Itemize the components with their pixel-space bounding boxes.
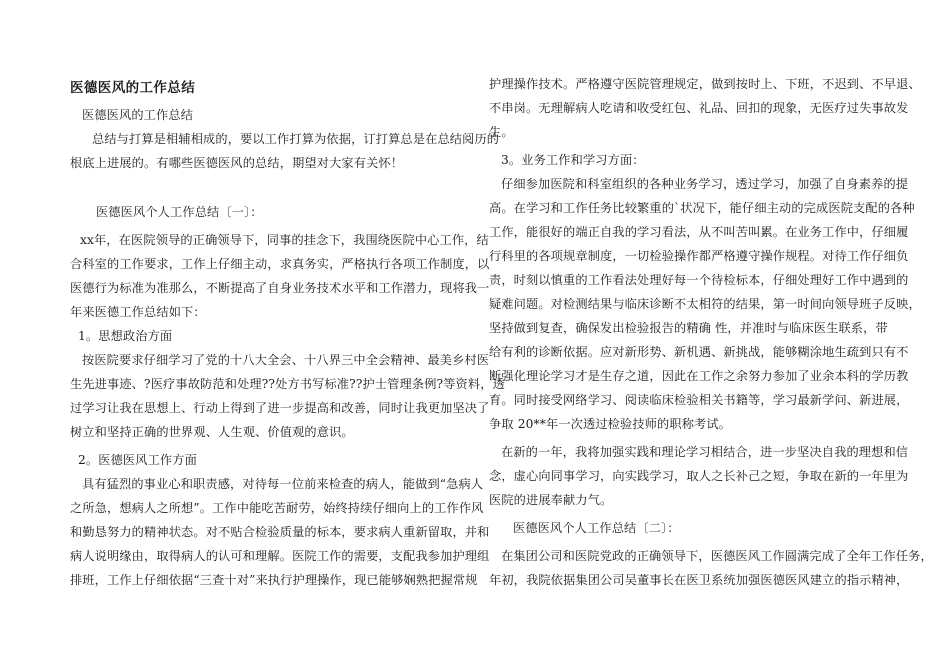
paragraph-line: 排班，工作上仔细依据“三查十对”来执行护理操作，现已能够娴熟把握常规 — [70, 573, 478, 587]
paragraph-line: 之所急，想病人之所想”。工作中能吃苦耐劳，始终持续仔细向上的工作作风 — [70, 501, 484, 515]
paragraph-line: 争取 20**年一次透过检验技师的职称考试。 — [489, 417, 732, 431]
paragraph-line: xx年，在医院领导的正确领导下，同事的挂念下，我围绕医院中心工作，结 — [80, 233, 489, 247]
paragraph-line: 责，时刻以慎重的工作看法处理好每一个待检标本，仔细处理好工作中遇到的 — [489, 273, 909, 287]
paragraph-line: 坚持做到复查，确保发出检验报告的精确 性，并准时与临床医生联系，带 — [489, 321, 888, 335]
document-title: 医德医风的工作总结 — [70, 80, 196, 96]
paragraph-line: 生。 — [489, 125, 514, 139]
paragraph-line: 过学习让我在思想上、行动上得到了进一步提高和改善，同时让我更加坚决了 — [70, 401, 490, 415]
paragraph-line: 断强化理论学习才是生存之道，因此在工作之余努力参加了业余本科的学历教 — [489, 369, 909, 383]
paragraph-line: 总结与打算是相辅相成的，要以工作打算为依据，订打算总是在总结阅历的 — [92, 132, 500, 146]
paragraph-line: 高。在学习和工作任务比较繁重的`状况下，能仔细主动的完成医院支配的各种 — [489, 201, 915, 215]
paragraph-line: 给有利的诊断依据。应对新形势、新机遇、新挑战，能够糊涂地生疏到只有不 — [489, 345, 909, 359]
paragraph-line: 医德行为标准为准那么，不断提高了自身业务技术水平和工作潜力，现将我一 — [70, 281, 490, 295]
paragraph-line: 病人说明缘由，取得病人的认可和理解。医院工作的需要，支配我参加护理组 — [70, 549, 490, 563]
subsection-heading: 3。业务工作和学习方面： — [501, 153, 645, 167]
paragraph-line: 育。同时接受网络学习、阅读临床检验相关书籍等，学习最新学问、新进展， — [489, 393, 909, 407]
section-heading: 医德医风个人工作总结〔一〕： — [96, 205, 263, 219]
paragraph-line: 工作，能很好的端正自我的学习看法，从不叫苦叫累。在业务工作中，仔细履 — [489, 225, 909, 239]
section-heading: 医德医风个人工作总结〔二〕： — [513, 521, 680, 535]
paragraph-line: 根底上进展的。有哪些医德医风的总结，期望对大家有关怀！ — [70, 156, 404, 170]
subsection-heading: 1。思想政治方面 — [78, 329, 173, 343]
paragraph-line: 不串岗。无理解病人吃请和收受红包、礼品、回扣的现象，无医疗过失事故发 — [489, 101, 909, 115]
paragraph-line: 年初，我院依据集团公司吴董事长在医卫系统加强医德医风建立的指示精神， — [489, 573, 909, 587]
subtitle: 医德医风的工作总结 — [82, 108, 194, 122]
paragraph-line: 医院的进展奉献力气。 — [489, 493, 613, 507]
paragraph-line: 具有猛烈的事业心和职责感，对待每一位前来检查的病人，能做到“急病人 — [82, 477, 484, 491]
paragraph-line: 行科里的各项规章制度，一切检验操作都严格遵守操作规程。对待工作仔细负 — [489, 249, 909, 263]
paragraph-line: 树立和坚持正确的世界观、人生观、价值观的意识。 — [70, 425, 354, 439]
paragraph-line: 仔细参加医院和科室组织的各种业务学习，透过学习，加强了自身素养的提 — [501, 177, 909, 191]
paragraph-line: 和勤恳努力的精神状态。对不贴合检验质量的标本，要求病人重新留取，并和 — [70, 525, 490, 539]
paragraph-line: 合科室的工作要求，工作上仔细主动，求真务实，严格执行各项工作制度，以 — [70, 257, 490, 271]
paragraph-line: 在集团公司和医院党政的正确领导下，医德医风工作圆满完成了全年工作任务， — [501, 549, 933, 563]
paragraph-line: 按医院要求仔细学习了党的十八大全会、十八界三中全会精神、最美乡村医 — [82, 353, 490, 367]
paragraph-line: 护理操作技术。严格遵守医院管理规定，做到按时上、下班，不迟到、不早退、 — [489, 77, 921, 91]
subsection-heading: 2。医德医风工作方面 — [78, 453, 197, 467]
paragraph-line: 在新的一年，我将加强实践和理论学习相结合，进一步坚决自我的理想和信 — [501, 445, 909, 459]
paragraph-line: 生先进事迹、?医疗事故防范和处理??处方书写标准??护士管理条例?等资料，透 — [70, 377, 505, 391]
paragraph-line: 年来医德工作总结如下： — [70, 305, 206, 319]
paragraph-line: 疑难问题。对检测结果与临床诊断不太相符的结果，第一时间向领导班子反映， — [489, 297, 921, 311]
paragraph-line: 念，虚心向同事学习，向实践学习，取人之长补己之短，争取在新的一年里为 — [489, 469, 909, 483]
